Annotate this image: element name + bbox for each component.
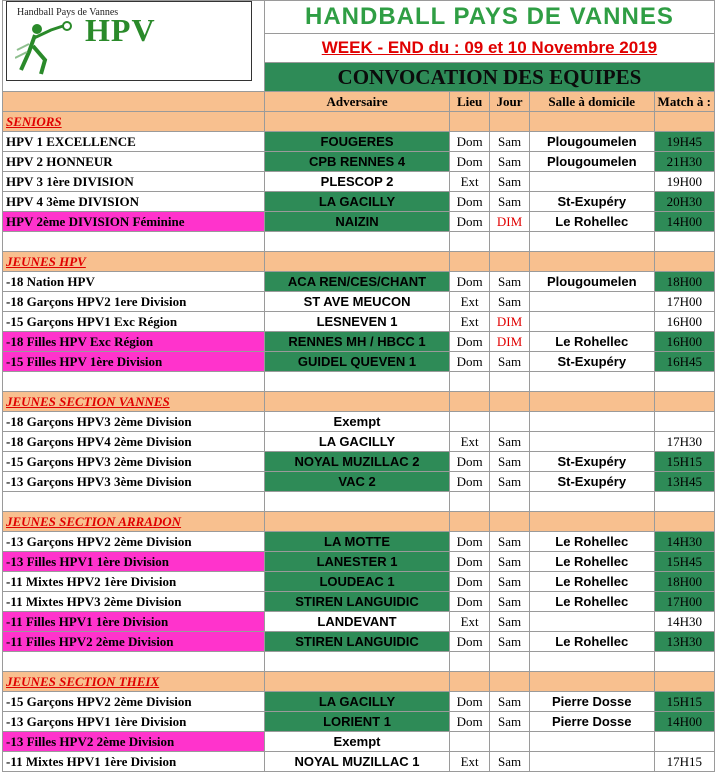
opponent: NOYAL MUZILLAC 1: [264, 752, 449, 772]
team-row: [3, 212, 715, 232]
logo-cell: [3, 1, 265, 92]
section-header-row: [3, 392, 715, 412]
section-filler-cell: [264, 252, 449, 272]
venue-type: Ext: [450, 312, 490, 332]
week-title: WEEK - END du : 09 et 10 Novembre 2019: [264, 34, 714, 63]
match-day: Sam: [490, 292, 530, 312]
venue-type: Dom: [450, 192, 490, 212]
convocation-title: CONVOCATION DES EQUIPES: [264, 63, 714, 92]
section-filler-cell: [264, 392, 449, 412]
match-time: 20H30: [654, 192, 714, 212]
match-day: Sam: [490, 612, 530, 632]
section-filler-cell: [264, 672, 449, 692]
venue-type: Dom: [450, 712, 490, 732]
team-name: HPV 3 1ère DIVISION: [3, 172, 265, 192]
match-day: Sam: [490, 752, 530, 772]
home-hall: Le Rohellec: [529, 552, 654, 572]
column-header-salle: Salle à domicile: [529, 92, 654, 112]
section-filler-cell: [490, 512, 530, 532]
spacer-cell: [529, 232, 654, 252]
opponent: VAC 2: [264, 472, 449, 492]
match-day: Sam: [490, 552, 530, 572]
section-filler-cell: [490, 672, 530, 692]
team-name: HPV 2ème DIVISION Féminine: [3, 212, 265, 232]
match-time: 15H15: [654, 692, 714, 712]
section-filler-cell: [264, 512, 449, 532]
venue-type: Ext: [450, 612, 490, 632]
team-name: -18 Garçons HPV3 2ème Division: [3, 412, 265, 432]
home-hall: St-Exupéry: [529, 452, 654, 472]
opponent: LOUDEAC 1: [264, 572, 449, 592]
home-hall: Le Rohellec: [529, 332, 654, 352]
opponent: STIREN LANGUIDIC: [264, 632, 449, 652]
venue-type: Dom: [450, 572, 490, 592]
venue-type: [450, 732, 490, 752]
match-time: 21H30: [654, 152, 714, 172]
home-hall: St-Exupéry: [529, 472, 654, 492]
section-filler-cell: [529, 392, 654, 412]
club-title: HANDBALL PAYS DE VANNES: [264, 1, 714, 34]
home-hall: [529, 612, 654, 632]
venue-type: Ext: [450, 752, 490, 772]
team-row: [3, 592, 715, 612]
match-day: Sam: [490, 632, 530, 652]
section-filler-cell: [264, 112, 449, 132]
match-time: 17H30: [654, 432, 714, 452]
spacer-cell: [654, 372, 714, 392]
team-row: [3, 132, 715, 152]
logo-title: Handball Pays de Vannes: [17, 7, 119, 18]
match-day: Sam: [490, 172, 530, 192]
match-time: [654, 412, 714, 432]
handball-player-icon: [15, 20, 77, 76]
spacer-cell: [529, 372, 654, 392]
venue-type: Dom: [450, 632, 490, 652]
team-row: [3, 712, 715, 732]
spacer-cell: [3, 232, 265, 252]
logo-letters: HPV: [85, 12, 156, 48]
team-name: -18 Garçons HPV4 2ème Division: [3, 432, 265, 452]
match-time: 14H00: [654, 212, 714, 232]
match-day: DIM: [490, 312, 530, 332]
opponent: STIREN LANGUIDIC: [264, 592, 449, 612]
home-hall: [529, 412, 654, 432]
spacer-cell: [490, 232, 530, 252]
section-header-row: [3, 112, 715, 132]
team-row: [3, 552, 715, 572]
spacer-cell: [654, 492, 714, 512]
venue-type: [450, 412, 490, 432]
match-day: Sam: [490, 692, 530, 712]
home-hall: St-Exupéry: [529, 192, 654, 212]
team-row: [3, 312, 715, 332]
match-day: Sam: [490, 192, 530, 212]
team-name: -11 Filles HPV1 1ère Division: [3, 612, 265, 632]
section-filler-cell: [654, 112, 714, 132]
home-hall: Le Rohellec: [529, 212, 654, 232]
opponent: LANDEVANT: [264, 612, 449, 632]
team-row: [3, 632, 715, 652]
section-title: JEUNES HPV: [3, 252, 265, 272]
spacer-cell: [654, 232, 714, 252]
spacer-cell: [450, 232, 490, 252]
opponent: LA GACILLY: [264, 692, 449, 712]
team-name: -13 Garçons HPV1 1ère Division: [3, 712, 265, 732]
venue-type: Dom: [450, 152, 490, 172]
team-row: [3, 612, 715, 632]
section-filler-cell: [490, 112, 530, 132]
match-time: 16H00: [654, 332, 714, 352]
team-name: -11 Mixtes HPV2 1ère Division: [3, 572, 265, 592]
section-filler-cell: [450, 672, 490, 692]
opponent: FOUGERES: [264, 132, 449, 152]
spacer-cell: [529, 492, 654, 512]
spacer-cell: [529, 652, 654, 672]
home-hall: Le Rohellec: [529, 632, 654, 652]
team-name: -15 Garçons HPV1 Exc Région: [3, 312, 265, 332]
venue-type: Dom: [450, 272, 490, 292]
opponent: GUIDEL QUEVEN 1: [264, 352, 449, 372]
match-time: 15H45: [654, 552, 714, 572]
section-filler-cell: [654, 672, 714, 692]
spacer-cell: [490, 372, 530, 392]
team-row: [3, 332, 715, 352]
match-time: 17H00: [654, 592, 714, 612]
opponent: LORIENT 1: [264, 712, 449, 732]
team-name: -13 Garçons HPV2 2ème Division: [3, 532, 265, 552]
spacer-cell: [3, 492, 265, 512]
opponent: ST AVE MEUCON: [264, 292, 449, 312]
team-name: -13 Garçons HPV3 3ème Division: [3, 472, 265, 492]
venue-type: Dom: [450, 212, 490, 232]
venue-type: Dom: [450, 592, 490, 612]
section-filler-cell: [654, 252, 714, 272]
opponent: LESNEVEN 1: [264, 312, 449, 332]
spacer-cell: [490, 652, 530, 672]
home-hall: [529, 732, 654, 752]
section-filler-cell: [450, 252, 490, 272]
match-day: Sam: [490, 452, 530, 472]
spacer-cell: [654, 652, 714, 672]
team-name: -13 Filles HPV1 1ère Division: [3, 552, 265, 572]
venue-type: Dom: [450, 532, 490, 552]
match-day: Sam: [490, 432, 530, 452]
section-filler-cell: [529, 112, 654, 132]
match-time: 16H45: [654, 352, 714, 372]
match-day: [490, 732, 530, 752]
opponent: PLESCOP 2: [264, 172, 449, 192]
opponent: LA GACILLY: [264, 192, 449, 212]
home-hall: Pierre Dosse: [529, 692, 654, 712]
section-title: JEUNES SECTION ARRADON: [3, 512, 265, 532]
home-hall: Le Rohellec: [529, 592, 654, 612]
section-filler-cell: [450, 512, 490, 532]
match-time: 15H15: [654, 452, 714, 472]
section-title: SENIORS: [3, 112, 265, 132]
home-hall: Plougoumelen: [529, 152, 654, 172]
venue-type: Dom: [450, 352, 490, 372]
spacer-cell: [450, 652, 490, 672]
spacer-cell: [3, 372, 265, 392]
section-filler-cell: [654, 512, 714, 532]
venue-type: Dom: [450, 552, 490, 572]
spacer-cell: [264, 652, 449, 672]
section-title: JEUNES SECTION THEIX: [3, 672, 265, 692]
opponent: LA GACILLY: [264, 432, 449, 452]
team-name: -11 Mixtes HPV1 1ère Division: [3, 752, 265, 772]
spacer-cell: [264, 372, 449, 392]
section-filler-cell: [529, 672, 654, 692]
home-hall: Plougoumelen: [529, 132, 654, 152]
spacer-cell: [450, 492, 490, 512]
home-hall: [529, 432, 654, 452]
home-hall: [529, 172, 654, 192]
match-time: 13H45: [654, 472, 714, 492]
team-name: -11 Filles HPV2 2ème Division: [3, 632, 265, 652]
home-hall: [529, 752, 654, 772]
section-header-row: [3, 672, 715, 692]
team-name: HPV 2 HONNEUR: [3, 152, 265, 172]
column-header-adversaire: Adversaire: [264, 92, 449, 112]
match-time: 17H00: [654, 292, 714, 312]
section-header-row: [3, 512, 715, 532]
spacer-row: [3, 372, 715, 392]
team-name: -18 Filles HPV Exc Région: [3, 332, 265, 352]
match-time: 19H45: [654, 132, 714, 152]
home-hall: Plougoumelen: [529, 272, 654, 292]
team-name: -13 Filles HPV2 2ème Division: [3, 732, 265, 752]
opponent: LA MOTTE: [264, 532, 449, 552]
match-day: Sam: [490, 272, 530, 292]
club-logo: [6, 1, 252, 81]
team-row: [3, 152, 715, 172]
match-day: [490, 412, 530, 432]
home-hall: Pierre Dosse: [529, 712, 654, 732]
team-row: [3, 192, 715, 212]
section-filler-cell: [490, 392, 530, 412]
match-day: Sam: [490, 152, 530, 172]
team-name: -18 Nation HPV: [3, 272, 265, 292]
team-row: [3, 732, 715, 752]
opponent: RENNES MH / HBCC 1: [264, 332, 449, 352]
spacer-cell: [450, 372, 490, 392]
home-hall: Le Rohellec: [529, 532, 654, 552]
spacer-row: [3, 492, 715, 512]
team-name: -18 Garçons HPV2 1ere Division: [3, 292, 265, 312]
match-time: 18H00: [654, 272, 714, 292]
match-time: 19H00: [654, 172, 714, 192]
team-row: [3, 292, 715, 312]
venue-type: Ext: [450, 432, 490, 452]
match-day: Sam: [490, 712, 530, 732]
opponent: NAIZIN: [264, 212, 449, 232]
venue-type: Dom: [450, 132, 490, 152]
match-day: DIM: [490, 212, 530, 232]
section-filler-cell: [529, 512, 654, 532]
section-title: JEUNES SECTION VANNES: [3, 392, 265, 412]
match-day: Sam: [490, 472, 530, 492]
opponent: ACA REN/CES/CHANT: [264, 272, 449, 292]
opponent: Exempt: [264, 412, 449, 432]
spacer-row: [3, 232, 715, 252]
spacer-cell: [264, 232, 449, 252]
section-filler-cell: [450, 392, 490, 412]
team-row: [3, 412, 715, 432]
team-row: [3, 572, 715, 592]
venue-type: Dom: [450, 332, 490, 352]
opponent: Exempt: [264, 732, 449, 752]
match-time: [654, 732, 714, 752]
team-row: [3, 172, 715, 192]
column-header-heure: Match à :: [654, 92, 714, 112]
venue-type: Dom: [450, 452, 490, 472]
opponent: CPB RENNES 4: [264, 152, 449, 172]
team-row: [3, 692, 715, 712]
team-name: -15 Filles HPV 1ère Division: [3, 352, 265, 372]
home-hall: Le Rohellec: [529, 572, 654, 592]
column-header-lieu: Lieu: [450, 92, 490, 112]
match-time: 14H00: [654, 712, 714, 732]
team-row: [3, 532, 715, 552]
opponent: NOYAL MUZILLAC 2: [264, 452, 449, 472]
team-row: [3, 272, 715, 292]
match-day: Sam: [490, 572, 530, 592]
section-filler-cell: [654, 392, 714, 412]
spacer-row: [3, 652, 715, 672]
match-day: DIM: [490, 332, 530, 352]
section-filler-cell: [450, 112, 490, 132]
team-name: HPV 4 3ème DIVISION: [3, 192, 265, 212]
home-hall: [529, 312, 654, 332]
section-filler-cell: [490, 252, 530, 272]
column-header-row: [3, 92, 715, 112]
team-name: -15 Garçons HPV3 2ème Division: [3, 452, 265, 472]
match-day: Sam: [490, 132, 530, 152]
match-time: 14H30: [654, 532, 714, 552]
match-day: Sam: [490, 592, 530, 612]
team-row: [3, 752, 715, 772]
team-name: -11 Mixtes HPV3 2ème Division: [3, 592, 265, 612]
venue-type: Dom: [450, 692, 490, 712]
match-day: Sam: [490, 532, 530, 552]
column-header-jour: Jour: [490, 92, 530, 112]
convocation-sheet: [2, 0, 715, 772]
team-row: [3, 452, 715, 472]
spacer-cell: [264, 492, 449, 512]
venue-type: Dom: [450, 472, 490, 492]
opponent: LANESTER 1: [264, 552, 449, 572]
home-hall: [529, 292, 654, 312]
match-time: 14H30: [654, 612, 714, 632]
home-hall: St-Exupéry: [529, 352, 654, 372]
spacer-cell: [3, 652, 265, 672]
team-name: -15 Garçons HPV2 2ème Division: [3, 692, 265, 712]
section-header-row: [3, 252, 715, 272]
match-day: Sam: [490, 352, 530, 372]
match-time: 16H00: [654, 312, 714, 332]
team-name: HPV 1 EXCELLENCE: [3, 132, 265, 152]
match-time: 18H00: [654, 572, 714, 592]
spacer-cell: [490, 492, 530, 512]
venue-type: Ext: [450, 172, 490, 192]
match-time: 17H15: [654, 752, 714, 772]
column-header-team: [3, 92, 265, 112]
team-row: [3, 352, 715, 372]
section-filler-cell: [529, 252, 654, 272]
team-row: [3, 432, 715, 452]
match-time: 13H30: [654, 632, 714, 652]
team-row: [3, 472, 715, 492]
venue-type: Ext: [450, 292, 490, 312]
